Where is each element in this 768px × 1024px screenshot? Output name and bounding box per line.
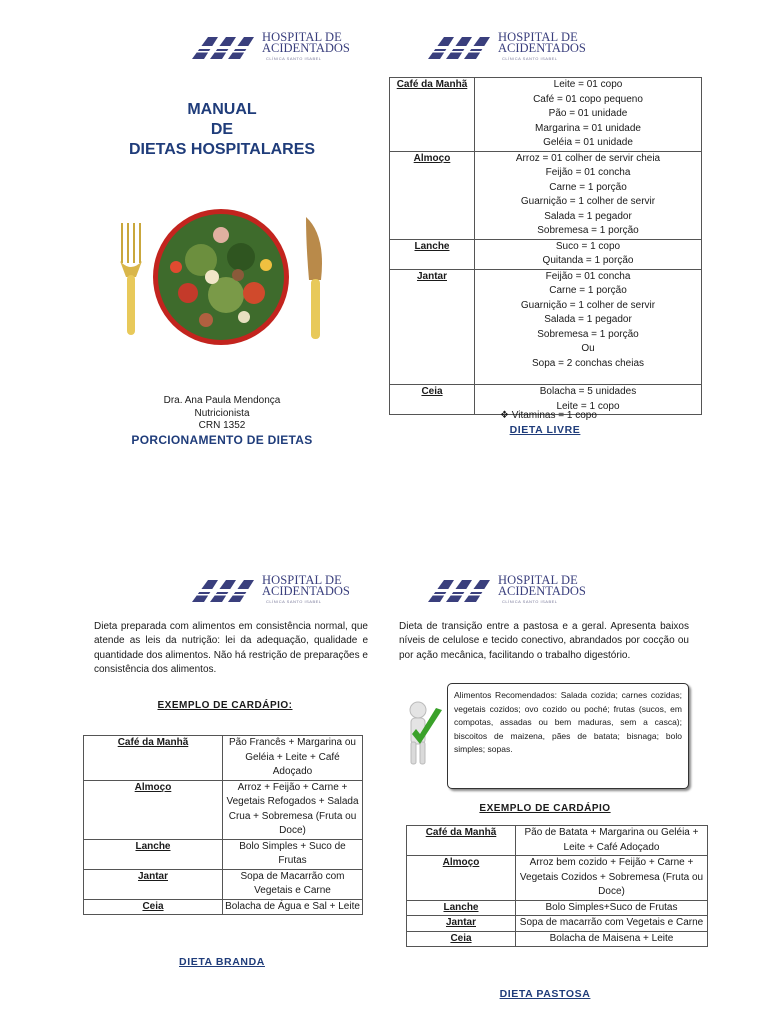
portion-item: Feijão = 01 concha	[545, 167, 631, 178]
portion-item: Sobremesa = 1 porção	[537, 328, 639, 340]
branda-example-heading: EXEMPLO DE CARDÁPIO:	[157, 700, 293, 711]
portion-item: Bolacha = 5 unidades	[539, 386, 637, 397]
table-row	[390, 151, 702, 239]
dieta-branda-label: DIETA BRANDA	[179, 956, 265, 968]
logo-line3: CLÍNICA SANTO ISABEL	[502, 599, 558, 604]
pastosa-description: Dieta de transição entre a pastosa e a geral. Apresenta baixos níveis de celulose e tecido conectivo, abrandados por cocção ou por ação mecânica, facilitando o trabalho digestório.	[399, 621, 689, 661]
meal-cell: Lanche	[390, 239, 475, 269]
menu-cell: Bolacha de Maisena + Leite	[516, 931, 708, 947]
portion-item: Leite = 01 copo	[553, 79, 623, 90]
hospital-logo-icon	[190, 33, 258, 61]
portion-item: Salada = 1 pegador	[544, 314, 632, 325]
table-row	[390, 239, 702, 269]
hospital-logo	[190, 30, 350, 64]
meal-cell: Jantar	[407, 916, 516, 932]
pastosa-menu-table	[406, 825, 708, 947]
portion-item: Margarina = 01 unidade	[535, 122, 641, 134]
dieta-pastosa-label: DIETA PASTOSA	[499, 988, 591, 1000]
vitamins-line: ❖ Vitaminas = 1 copo	[500, 410, 597, 421]
manual-title	[100, 100, 344, 160]
portion-item: Feijão = 01 concha	[545, 270, 631, 282]
menu-cell: Pão de Batata + Margarina ou Geléia + Leite + Café Adoçado	[516, 826, 708, 856]
meal-cell: Café da Manhã	[390, 78, 475, 152]
portion-item: Carne = 1 porção	[549, 285, 627, 296]
meal-cell: Ceia	[84, 899, 223, 915]
menu-cell: Arroz + Feijão + Carne + Vegetais Refogados + Salada Crua + Sobremesa (Fruta ou Doce)	[223, 780, 363, 839]
logo-line3: CLÍNICA SANTO ISABEL	[266, 599, 322, 604]
portion-item: Quitanda = 1 porção	[542, 255, 634, 266]
hospital-logo	[426, 573, 586, 607]
logo-line3: CLÍNICA SANTO ISABEL	[502, 56, 558, 61]
author-crn: CRN 1352	[198, 420, 246, 431]
meal-cell: Ceia	[407, 931, 516, 947]
portion-item: Arroz = 01 colher de servir cheia	[515, 152, 661, 164]
checkmark-figure-icon	[398, 698, 448, 768]
table-row	[84, 869, 363, 899]
items-cell	[475, 78, 702, 152]
table-row	[390, 78, 702, 152]
meal-cell: Jantar	[84, 869, 223, 899]
portion-item: Guarnição = 1 colher de servir	[520, 196, 656, 207]
meal-cell: Ceia	[390, 385, 475, 415]
hospital-logo-icon	[190, 576, 258, 604]
logo-line2: ACIDENTADOS	[262, 584, 350, 598]
meal-cell: Café da Manhã	[407, 826, 516, 856]
portioning-heading: PORCIONAMENTO DE DIETAS	[131, 433, 313, 447]
hospital-logo-icon	[426, 33, 494, 61]
table-row	[407, 931, 708, 947]
branda-menu-table	[83, 735, 363, 915]
logo-line1: HOSPITAL DE	[262, 573, 342, 587]
title-line: MANUAL	[187, 101, 257, 118]
hospital-logo	[426, 30, 586, 64]
portion-item: Guarnição = 1 colher de servir	[520, 299, 656, 311]
fork-icon	[120, 223, 142, 335]
meal-cell: Lanche	[84, 839, 223, 869]
recommended-foods-box	[447, 683, 689, 789]
portion-item: Sobremesa = 1 porção	[537, 225, 639, 236]
menu-cell: Bolo Simples+Suco de Frutas	[516, 900, 708, 916]
meal-cell: Jantar	[390, 269, 475, 385]
dieta-livre-label: DIETA LIVRE	[509, 424, 581, 436]
portion-item: Carne = 1 porção	[549, 181, 627, 193]
portion-item: Ou	[581, 343, 595, 354]
items-cell	[475, 151, 702, 239]
logo-line1: HOSPITAL DE	[262, 30, 342, 44]
menu-cell: Sopa de Macarrão com Vegetais e Carne	[223, 869, 363, 899]
author-block	[100, 395, 344, 433]
bread-icon	[306, 217, 322, 339]
title-line: DE	[210, 121, 234, 138]
logo-line1: HOSPITAL DE	[498, 573, 578, 587]
menu-cell: Arroz bem cozido + Feijão + Carne + Vegetais Cozidos + Sobremesa (Fruta ou Doce)	[516, 856, 708, 901]
hospital-logo	[190, 573, 350, 607]
branda-description: Dieta preparada com alimentos em consistência normal, que atende as leis da nutrição: lei da adequação, qualidade e quantidade dos alimentos. Não há restrição de preparações e consistência dos alimentos.	[94, 621, 368, 675]
table-row	[407, 826, 708, 856]
portion-item: Salada = 1 pegador	[544, 210, 632, 222]
portion-item: Pão = 01 unidade	[548, 108, 628, 119]
portion-item: Leite = 1 copo	[556, 400, 620, 412]
menu-cell: Pão Francês + Margarina ou Geléia + Leite + Café Adoçado	[223, 736, 363, 781]
hospital-logo-icon	[426, 576, 494, 604]
menu-cell: Bolo Simples + Suco de Frutas	[223, 839, 363, 869]
meal-cell: Almoço	[390, 151, 475, 239]
logo-line2: ACIDENTADOS	[262, 41, 350, 55]
portion-table	[389, 77, 702, 415]
portion-item: Geléia = 01 unidade	[543, 137, 633, 148]
portion-item: Sopa = 2 conchas cheias	[531, 357, 645, 369]
items-cell	[475, 269, 702, 385]
table-row	[407, 900, 708, 916]
table-row	[407, 856, 708, 901]
items-cell	[475, 239, 702, 269]
menu-cell: Sopa de macarrão com Vegetais e Carne	[516, 916, 708, 932]
food-plate-illustration	[116, 205, 330, 355]
logo-line2: ACIDENTADOS	[498, 584, 586, 598]
portion-item: Café = 01 copo pequeno	[533, 93, 643, 105]
title-line: DIETAS HOSPITALARES	[128, 141, 316, 158]
logo-line2: ACIDENTADOS	[498, 41, 586, 55]
meal-cell: Almoço	[407, 856, 516, 901]
logo-line1: HOSPITAL DE	[498, 30, 578, 44]
meal-cell: Almoço	[84, 780, 223, 839]
meal-cell: Café da Manhã	[84, 736, 223, 781]
table-row	[407, 916, 708, 932]
menu-cell: Bolacha de Água e Sal + Leite	[223, 899, 363, 915]
table-row	[84, 839, 363, 869]
table-row	[390, 269, 702, 385]
recommended-foods-text: Alimentos Recomendados: Salada cozida; carnes cozidas; vegetais cozidos; ovo cozido ou poché; frutas (sucos, em compotas, assadas ou bem maduras, sem a casca); biscoitos de maizena, pães de batata; bisnaga; bolo simples; sopas.	[454, 690, 682, 754]
table-row	[84, 899, 363, 915]
author-role: Nutricionista	[194, 407, 250, 419]
pastosa-example-heading: EXEMPLO DE CARDÁPIO	[479, 803, 611, 814]
author-name: Dra. Ana Paula Mendonça	[163, 395, 281, 406]
meal-cell: Lanche	[407, 900, 516, 916]
table-row	[84, 780, 363, 839]
portion-item: Suco = 1 copo	[555, 240, 621, 252]
table-row	[84, 736, 363, 781]
logo-line3: CLÍNICA SANTO ISABEL	[266, 56, 322, 61]
